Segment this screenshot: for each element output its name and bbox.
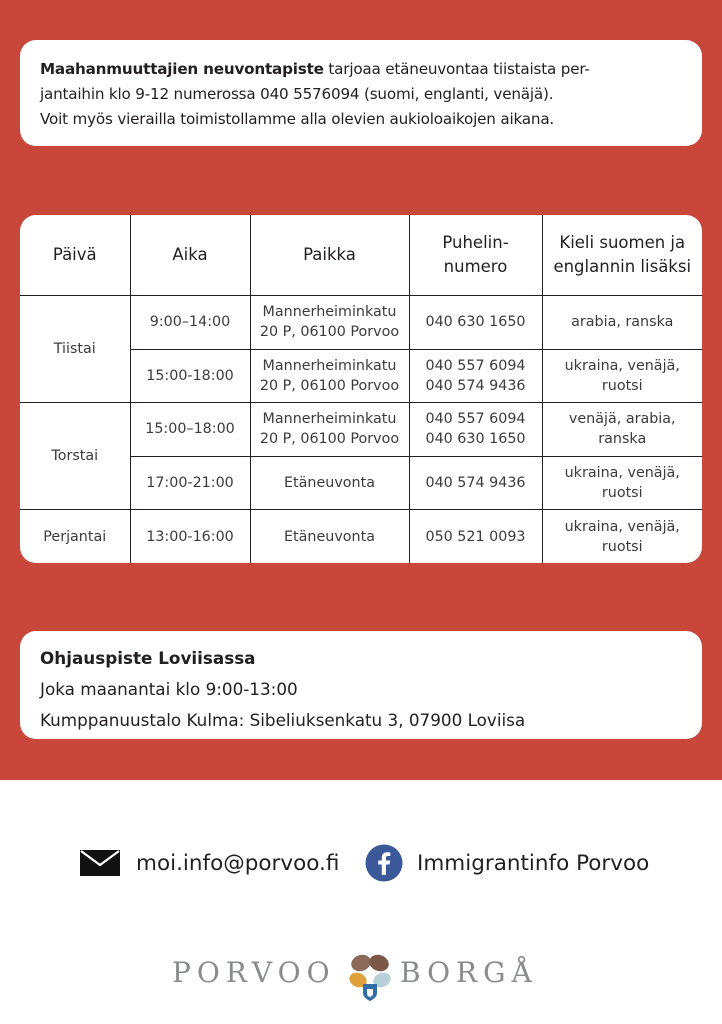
- table-row: [20, 510, 702, 563]
- logo-porvoo-text: PORVOO: [172, 956, 336, 989]
- schedule-table: [20, 215, 702, 563]
- header-language: Kieli suomen ja englannin lisäksi: [542, 215, 702, 296]
- email-contact[interactable]: [80, 845, 339, 881]
- phone-cell: 040 557 6094 040 574 9436: [409, 349, 542, 403]
- header-phone: Puhelin- numero: [409, 215, 542, 296]
- language-cell: ukraina, venäjä, ruotsi: [542, 349, 702, 403]
- email-address[interactable]: moi.info@porvoo.fi: [136, 850, 340, 876]
- table-row: [20, 296, 702, 350]
- intro-bold: Maahanmuuttajien neuvontapiste: [40, 60, 324, 78]
- loviisa-info-card: [20, 631, 702, 739]
- header-time: Aika: [130, 215, 250, 296]
- intro-card: [20, 40, 702, 146]
- phone-cell: 040 574 9436: [409, 456, 542, 510]
- time-cell: 15:00–18:00: [130, 403, 250, 457]
- facebook-icon: [365, 844, 403, 882]
- logo-borga-text: BORGÅ: [400, 956, 538, 989]
- phone-cell: 040 557 6094 040 630 1650: [409, 403, 542, 457]
- language-cell: arabia, ranska: [542, 296, 702, 350]
- loviisa-title: Ohjauspiste Loviisassa: [40, 648, 256, 668]
- intro-line-2: jantaihin klo 9-12 numerossa 040 5576094 (suomi, englanti, venäjä).: [40, 85, 554, 103]
- loviisa-address: Kumppanuustalo Kulma: Sibeliuksenkatu 3, 07900 Loviisa: [40, 710, 526, 730]
- intro-line-3: Voit myös vierailla toimistollamme alla olevien aukioloaikojen aikana.: [40, 110, 555, 128]
- schedule-table-card: [20, 215, 702, 563]
- day-cell: Tiistai: [20, 296, 130, 403]
- language-cell: ukraina, venäjä, ruotsi: [542, 456, 702, 510]
- table-header-row: [20, 215, 702, 296]
- place-cell: Mannerheiminkatu 20 P, 06100 Porvoo: [250, 349, 409, 403]
- day-cell: Perjantai: [20, 510, 130, 563]
- language-cell: ukraina, venäjä, ruotsi: [542, 510, 702, 563]
- time-cell: 9:00–14:00: [130, 296, 250, 350]
- time-cell: 13:00-16:00: [130, 510, 250, 563]
- place-cell: Mannerheiminkatu 20 P, 06100 Porvoo: [250, 403, 409, 457]
- porvoo-borga-logo: [172, 950, 552, 1004]
- time-cell: 15:00-18:00: [130, 349, 250, 403]
- facebook-contact[interactable]: [365, 845, 649, 881]
- place-cell: Etäneuvonta: [250, 456, 409, 510]
- day-cell: Torstai: [20, 403, 130, 510]
- header-day: Päivä: [20, 215, 130, 296]
- place-cell: Etäneuvonta: [250, 510, 409, 563]
- header-place: Paikka: [250, 215, 409, 296]
- language-cell: venäjä, arabia, ranska: [542, 403, 702, 457]
- place-cell: Mannerheiminkatu 20 P, 06100 Porvoo: [250, 296, 409, 350]
- facebook-page-name[interactable]: Immigrantinfo Porvoo: [417, 850, 650, 876]
- time-cell: 17:00-21:00: [130, 456, 250, 510]
- porvoo-emblem-icon: [348, 950, 392, 1004]
- phone-cell: 050 521 0093: [409, 510, 542, 563]
- phone-cell: 040 630 1650: [409, 296, 542, 350]
- envelope-icon: [80, 850, 120, 876]
- table-row: [20, 403, 702, 457]
- intro-line-1: Maahanmuuttajien neuvontapiste tarjoaa etäneuvontaa tiistaista per-: [40, 60, 590, 78]
- loviisa-hours: Joka maanantai klo 9:00-13:00: [40, 679, 298, 699]
